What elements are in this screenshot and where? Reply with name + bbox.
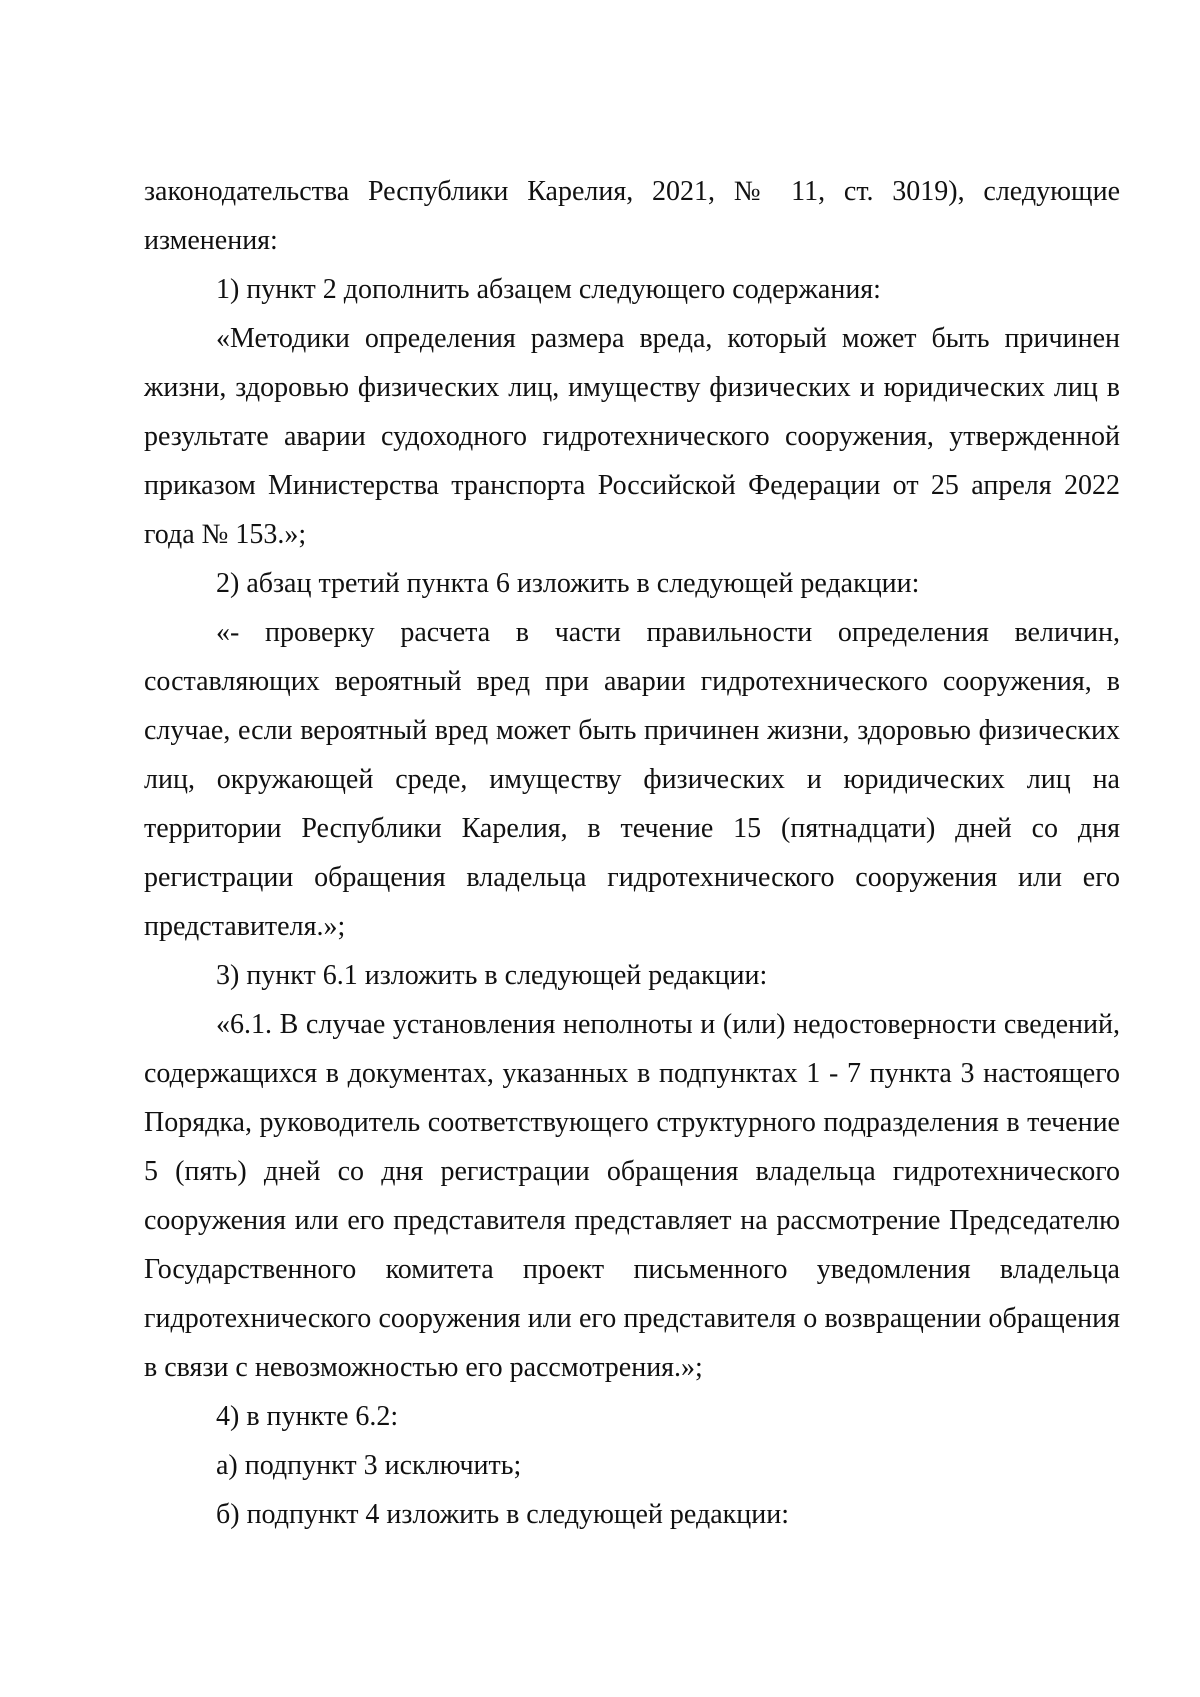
paragraph-item-2-quote: «- проверку расчета в части правильности определения величин, составляющих вероятный вред при аварии гидротехнического сооружения, в случае, если вероятный вред может быть причинен жизни, здоровью физических лиц, окружающей среде, имуществу физических и юридических лиц на территории Республики Карелия, в течение 15 (пятнадцати) дней со дня регистрации обращения владельца гидротехнического сооружения или его представителя.»; [144, 617, 1120, 942]
paragraph-item-4a: а) подпункт 3 исключить; [216, 1450, 522, 1481]
paragraph-item-2: 2) абзац третий пункта 6 изложить в следующей редакции: [216, 568, 920, 599]
paragraph-item-4b: б) подпункт 4 изложить в следующей редакции: [216, 1499, 789, 1530]
document-page [144, 167, 1120, 1539]
paragraph-intro-continuation: законодательства Республики Карелия, 2021, № 11, ст. 3019), следующие изменения: [144, 176, 1120, 256]
paragraph-item-1: 1) пункт 2 дополнить абзацем следующего содержания: [216, 274, 881, 305]
paragraph-item-3-quote: «6.1. В случае установления неполноты и (или) недостоверности сведений, содержащихся в документах, указанных в подпунктах 1 - 7 пункта 3 настоящего Порядка, руководитель соответствующего структурного подразделения в течение 5 (пять) дней со дня регистрации обращения владельца гидротехнического сооружения или его представителя представляет на рассмотрение Председателю Государственного комитета проект письменного уведомления владельца гидротехнического сооружения или его представителя о возвращении обращения в связи с невозможностью его рассмотрения.»; [144, 1009, 1120, 1383]
paragraph-item-1-quote: «Методики определения размера вреда, который может быть причинен жизни, здоровью физических лиц, имуществу физических и юридических лиц в результате аварии судоходного гидротехнического сооружения, утвержденной приказом Министерства транспорта Российской Федерации от 25 апреля 2022 года № 153.»; [144, 323, 1120, 550]
paragraph-item-3: 3) пункт 6.1 изложить в следующей редакции: [216, 960, 768, 991]
paragraph-item-4: 4) в пункте 6.2: [216, 1401, 399, 1432]
